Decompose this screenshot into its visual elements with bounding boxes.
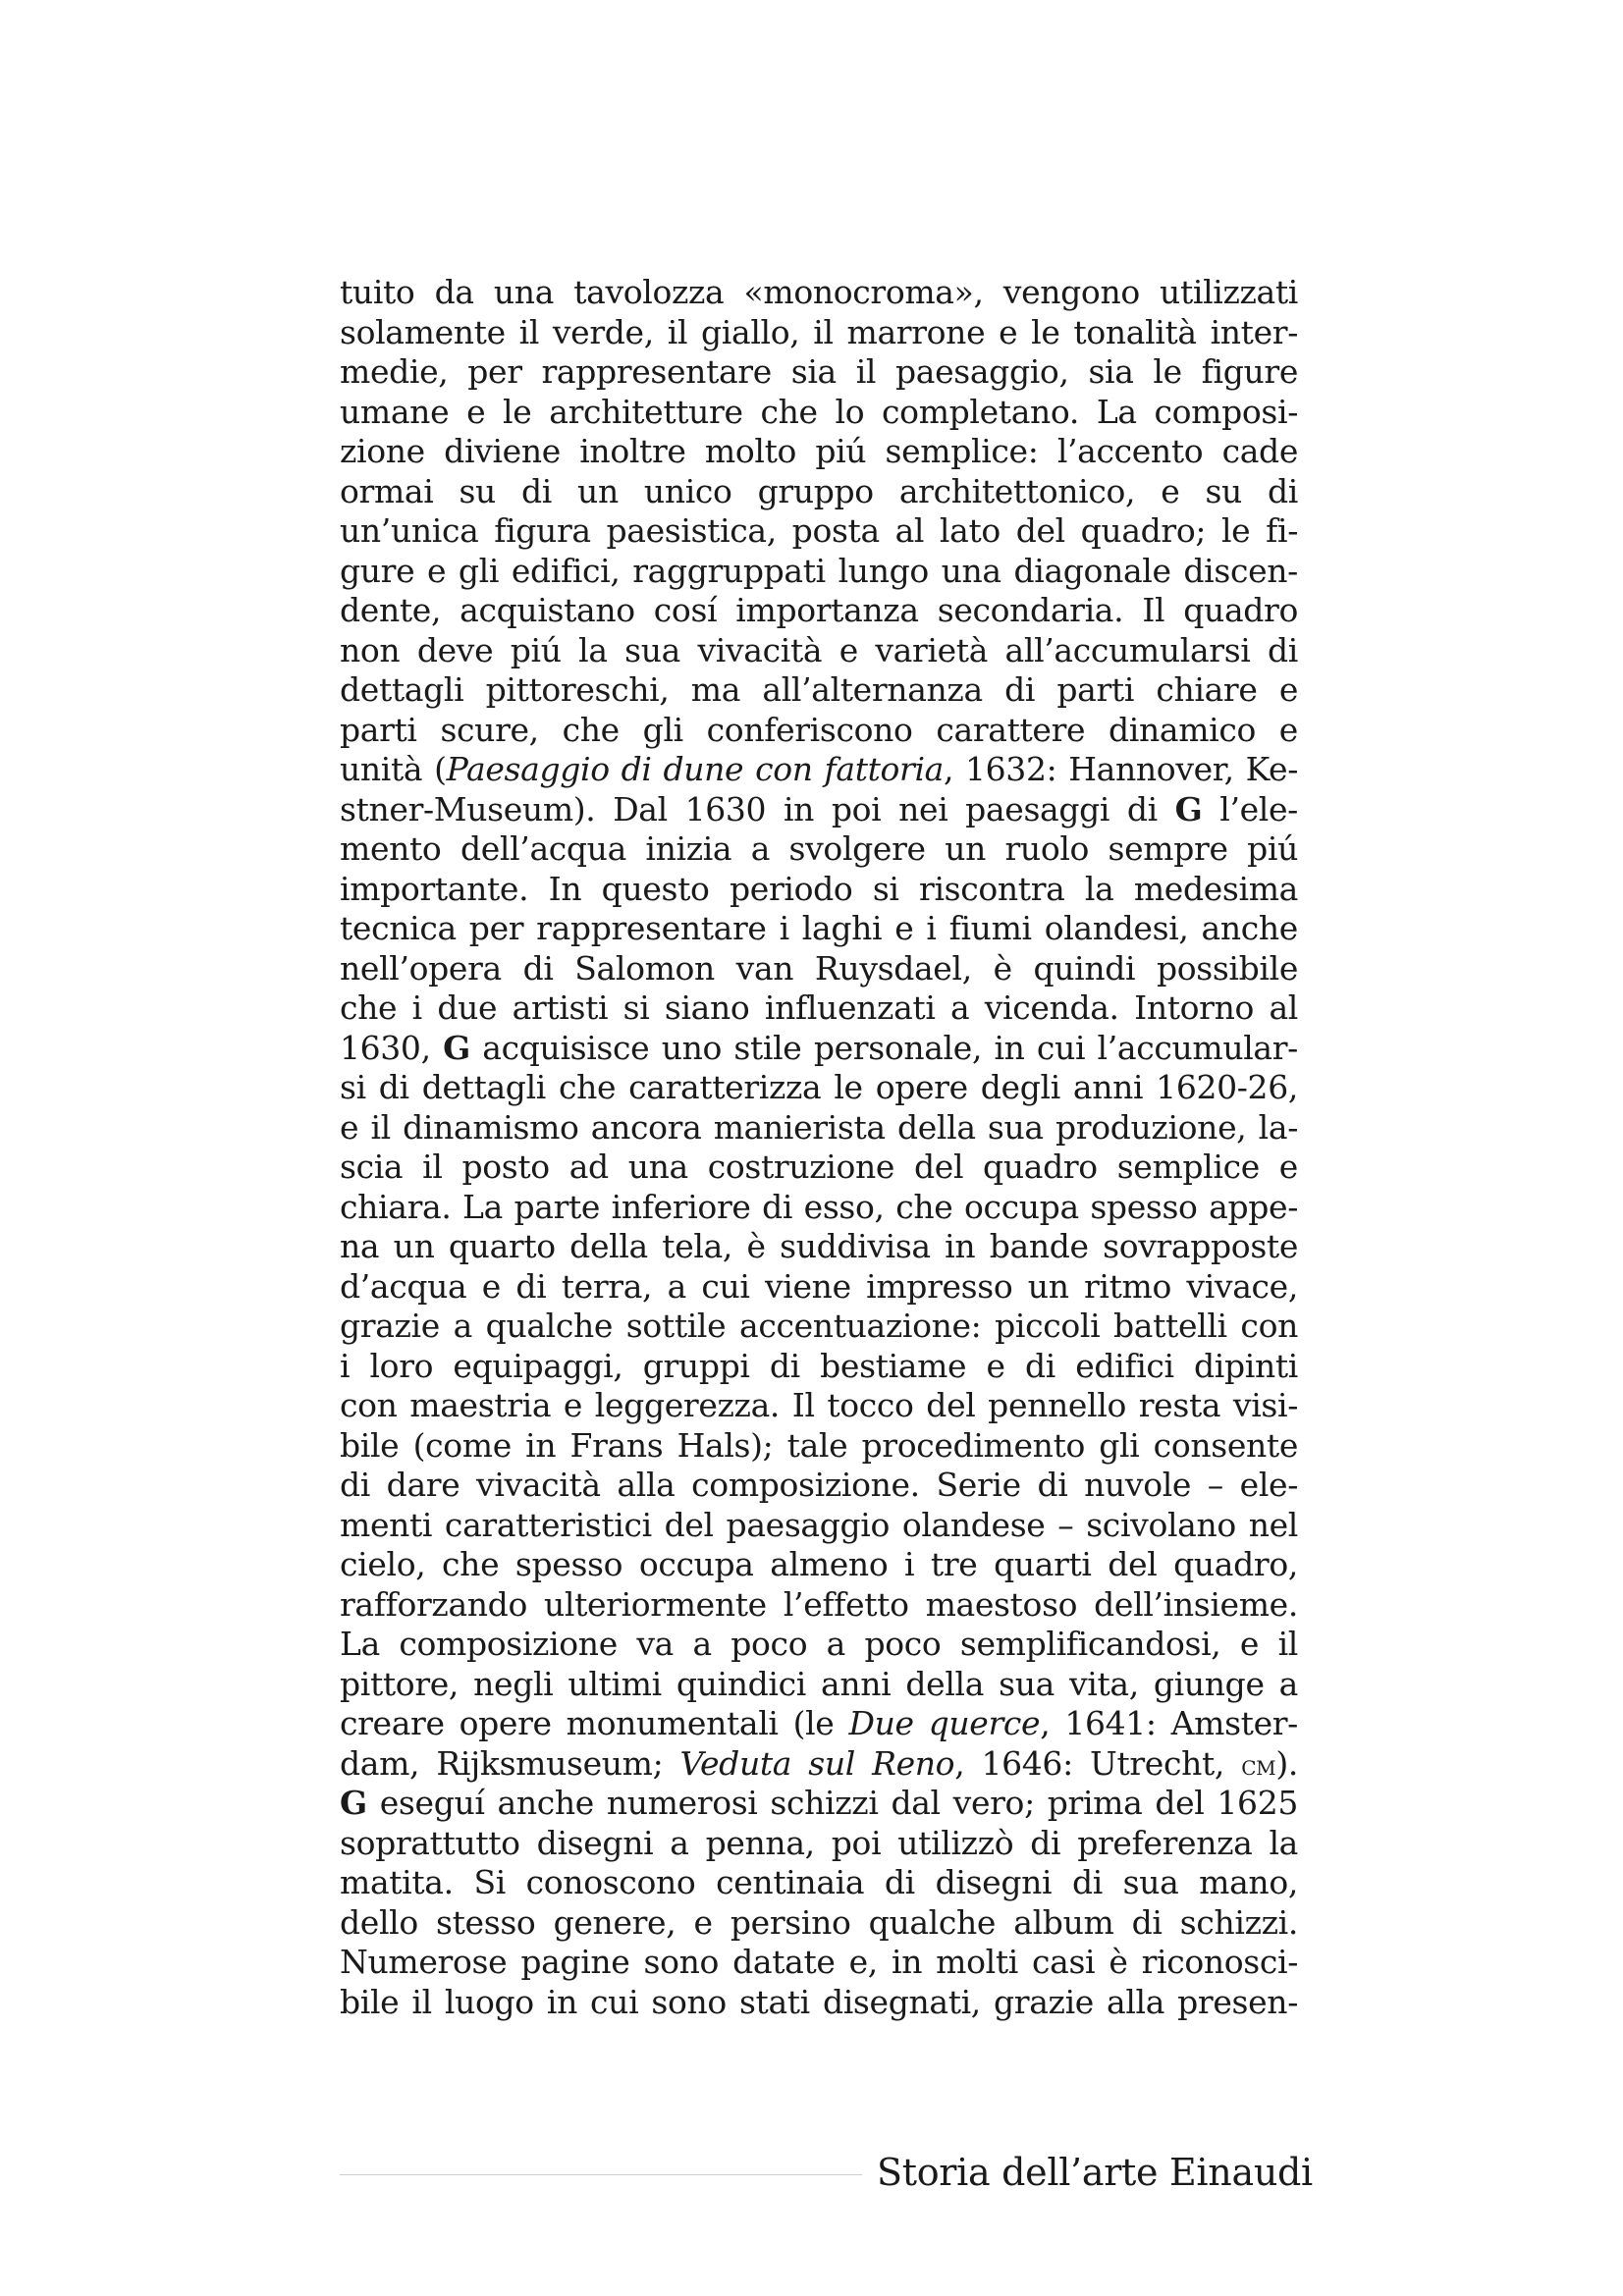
- text-line: [340, 1744, 1298, 1785]
- text-run: Veduta sul Reno: [679, 1743, 955, 1783]
- text-run: , 1641: Amster-: [1040, 1704, 1298, 1742]
- text-line: grazie a qualche sottile accentuazione: piccoli battelli con: [340, 1307, 1298, 1345]
- text-line: [340, 1704, 1298, 1744]
- text-line: [340, 790, 1298, 830]
- text-run: , 1632: Hannover, Ke-: [944, 750, 1299, 788]
- text-line: tuito da una tavolozza «monocroma», vengono utilizzati: [340, 273, 1298, 311]
- text-line: na un quarto della tela, è suddivisa in bande sovrapposte: [340, 1227, 1298, 1265]
- text-line: rafforzando ulteriormente l’effetto maestoso dell’insieme.: [340, 1584, 1298, 1624]
- text-line: bile (come in Frans Hals); tale procedimento gli consente: [340, 1425, 1298, 1465]
- text-run: G: [340, 1784, 367, 1822]
- text-run: dam, Rijksmuseum;: [340, 1743, 680, 1783]
- text-line: si di dettagli che caratterizza le opere degli anni 1620-26,: [340, 1068, 1298, 1106]
- text-line: chiara. La parte inferiore di esso, che occupa spesso appe-: [340, 1187, 1298, 1226]
- footer-divider: [340, 2174, 862, 2175]
- text-run: G: [1174, 789, 1203, 828]
- text-line: ormai su di un unico gruppo architettonico, e su di: [340, 471, 1298, 510]
- text-run: unità (: [340, 750, 447, 788]
- text-line: [340, 1029, 1298, 1069]
- text-run: G: [443, 1028, 470, 1067]
- text-line: nell’opera di Salomon van Ruysdael, è quindi possibile: [340, 948, 1298, 988]
- text-run: Paesaggio di dune con fattoria: [446, 750, 944, 788]
- text-run: creare opere monumentali (le: [340, 1704, 849, 1742]
- text-line: dettagli pittoreschi, ma all’alternanza di parti chiare e: [340, 670, 1298, 709]
- text-line: un’unica figura paesistica, posta al lato del quadro; le fi-: [340, 511, 1298, 550]
- text-run: , 1646: Utrecht,: [954, 1743, 1242, 1783]
- text-line: scia il posto ad una costruzione del quadro semplice e: [340, 1148, 1298, 1186]
- text-line: che i due artisti si siano influenzati a vicenda. Intorno al: [340, 988, 1298, 1027]
- text-run: acquisisce uno stile personale, in cui l’accumular-: [469, 1028, 1298, 1067]
- text-line: con maestria e leggerezza. Il tocco del pennello resta visi-: [340, 1386, 1298, 1424]
- text-line: dello stesso genere, e persino qualche album di schizzi.: [340, 1902, 1298, 1942]
- text-line: solamente il verde, il giallo, il marrone e le tonalità inter-: [340, 312, 1298, 351]
- text-line: d’acqua e di terra, a cui viene impresso un ritmo vivace,: [340, 1266, 1298, 1306]
- text-run: eseguí anche numerosi schizzi dal vero; prima del 1625: [366, 1784, 1298, 1822]
- text-run: stner-Museum). Dal 1630 in poi nei paesaggi di: [340, 789, 1175, 828]
- text-line: tecnica per rappresentare i laghi e i fiumi olandesi, anche: [340, 909, 1298, 947]
- text-line: medie, per rappresentare sia il paesaggio, sia le figure: [340, 352, 1298, 391]
- text-line: pittore, negli ultimi quindici anni della sua vita, giunge a: [340, 1664, 1298, 1703]
- text-line: gure e gli edifici, raggruppati lungo una diagonale discen-: [340, 551, 1298, 590]
- text-line: soprattutto disegni a penna, poi utilizzò di preferenza la: [340, 1823, 1298, 1862]
- text-line: menti caratteristici del paesaggio olandese – scivolano nel: [340, 1505, 1298, 1544]
- text-run: l’ele-: [1202, 789, 1298, 828]
- text-line: La composizione va a poco a poco semplificandosi, e il: [340, 1625, 1298, 1663]
- text-line: matita. Si conoscono centinaia di disegni di sua mano,: [340, 1863, 1298, 1901]
- text-run: ).: [1275, 1743, 1298, 1783]
- text-line: i loro equipaggi, gruppi di bestiame e di edifici dipinti: [340, 1346, 1298, 1385]
- text-line: Numerose pagine sono datate e, in molti casi è riconosci-: [340, 1943, 1298, 1981]
- text-line: dente, acquistano cosí importanza secondaria. Il quadro: [340, 591, 1298, 629]
- text-line: di dare vivacità alla composizione. Serie di nuvole – ele-: [340, 1466, 1298, 1504]
- text-line: mento dell’acqua inizia a svolgere un ruolo sempre piú: [340, 829, 1298, 868]
- text-line: cielo, che spesso occupa almeno i tre quarti del quadro,: [340, 1545, 1298, 1583]
- text-line: e il dinamismo ancora manierista della sua produzione, la-: [340, 1107, 1298, 1147]
- text-line: zione diviene inoltre molto piú semplice: l’accento cade: [340, 432, 1298, 470]
- text-line: parti scure, che gli conferiscono carattere dinamico e: [340, 710, 1298, 749]
- text-run: cm: [1241, 1748, 1276, 1782]
- text-line: non deve piú la sua vivacità e varietà all’accumularsi di: [340, 630, 1298, 669]
- text-line: [340, 1784, 1298, 1824]
- text-line: [340, 750, 1298, 790]
- text-run: Due querce: [848, 1704, 1041, 1742]
- text-line: umane e le architetture che lo completano. La composi-: [340, 392, 1298, 431]
- footer-title: Storia dell’arte Einaudi: [877, 2151, 1313, 2194]
- text-run: 1630,: [340, 1028, 444, 1067]
- text-line: bile il luogo in cui sono stati disegnati, grazie alla presen-: [340, 1982, 1298, 2021]
- text-line: importante. In questo periodo si riscontra la medesima: [340, 869, 1298, 908]
- body-text: [340, 273, 1298, 2022]
